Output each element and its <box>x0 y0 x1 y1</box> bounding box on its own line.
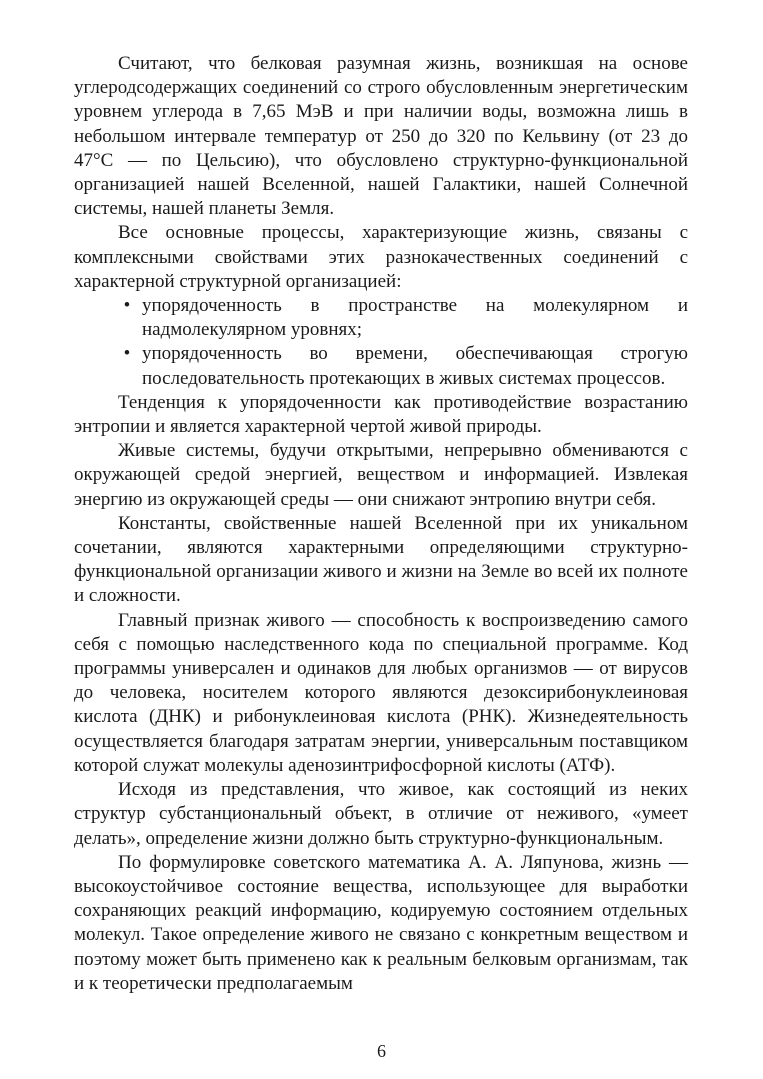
list-item-text: упорядоченность в пространстве на молекулярном и надмолекулярном уровнях; <box>142 295 688 341</box>
list-item <box>74 294 688 342</box>
bullet-marker: • <box>123 343 131 365</box>
page-number: 6 <box>377 1041 386 1061</box>
paragraph: Константы, свойственные нашей Вселенной при их уникальном сочетании, являются характерными определяющими структурно-функциональной организации живого и жизни на Земле во всей их полноте и сложности. <box>74 512 688 607</box>
paragraph: Считают, что белковая разумная жизнь, возникшая на основе углеродсодержащих соединений со строго обусловленным энергетическим уровнем углерода в 7,65 МэВ и при наличии воды, возможна лишь в небольшом интервале температур от 250 до 320 по Кельвину (от 23 до 47°C — по Цельсию), что обусловлено структурно-функциональной организацией нашей Вселенной, нашей Галактики, нашей Солнечной системы, нашей планеты Земля. <box>74 53 688 220</box>
paragraph: По формулировке советского математика А. А. Ляпунова, жизнь — высокоустойчивое состояние вещества, использующее для выработки сохраняющих реакций информацию, кодируемую состоянием отдельных молекул. Такое определение живого не связано с конкретным веществом и поэтому может быть применено как к реальным белковым организмам, так и к теоретически предполагаемым <box>74 851 688 994</box>
page-body <box>74 52 688 996</box>
bullet-marker: • <box>123 295 131 317</box>
bullet-list <box>74 294 688 391</box>
paragraph: Исходя из представления, что живое, как состоящий из неких структур субстанциональный объект, в отличие от неживого, «умеет делать», определение жизни должно быть структурно-функциональным. <box>74 779 688 849</box>
list-item <box>74 342 688 390</box>
paragraph: Все основные процессы, характеризующие жизнь, связаны с комплексными свойствами этих разнокачественных соединений с характерной структурной организацией: <box>74 222 688 292</box>
paragraph: Тенденция к упорядоченности как противодействие возрастанию энтропии и является характерной чертой живой природы. <box>74 391 688 438</box>
paragraph: Живые системы, будучи открытыми, непрерывно обмениваются с окружающей средой энергией, веществом и информацией. Извлекая энергию из окружающей среды — они снижают энтропию внутри себя. <box>74 440 688 510</box>
paragraph: Главный признак живого — способность к воспроизведению самого себя с помощью наследственного кода по специальной программе. Код программы универсален и одинаков для любых организмов — от вирусов до человека, носителем которого являются дезоксирибонуклеиновая кислота (ДНК) и рибонуклеиновая кислота (РНК). Жизнедеятельность осуществляется благодаря затратам энергии, универсальным поставщиком которой служат молекулы аденозинтрифосфорной кислоты (АТФ). <box>74 609 688 776</box>
list-item-text: упорядоченность во времени, обеспечивающая строгую последовательность протекающих в живых системах процессов. <box>142 343 688 389</box>
